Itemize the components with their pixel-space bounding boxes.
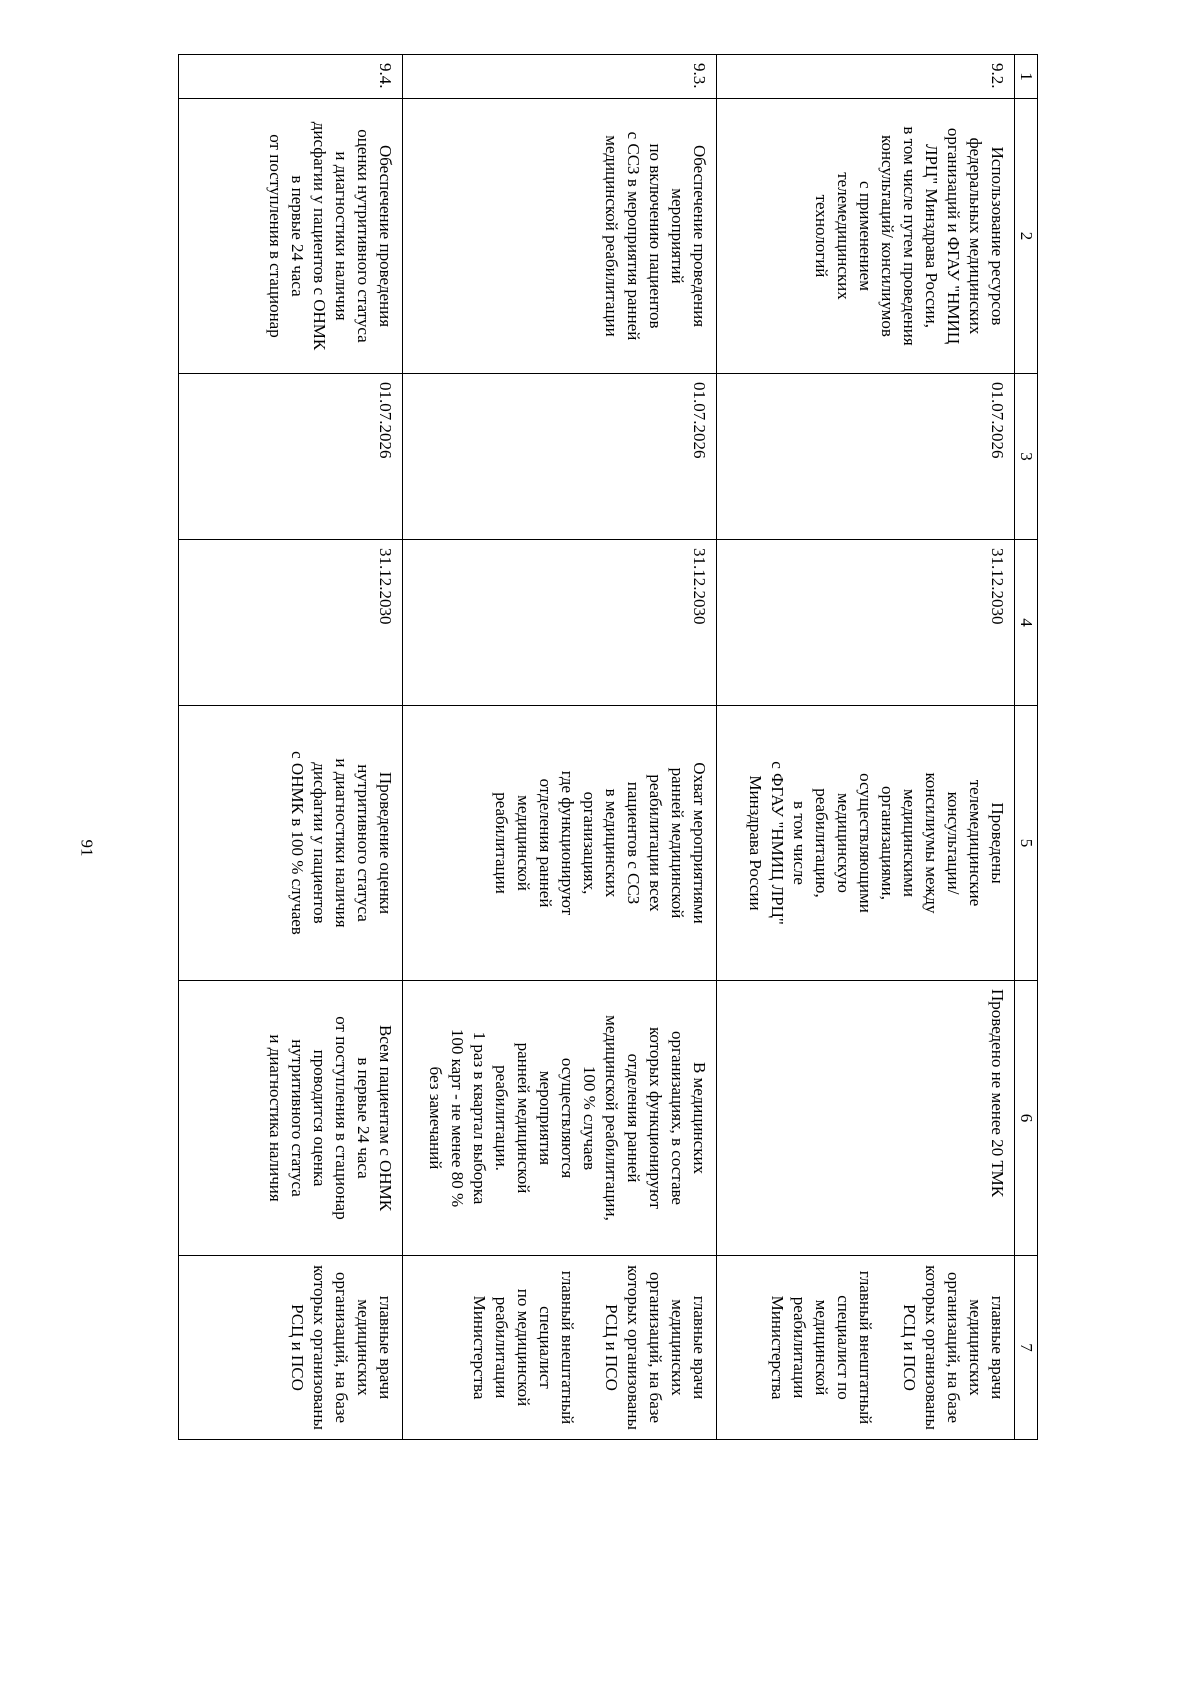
- task-cell: Использование ресурсов федеральных медицинских организаций и ФГАУ "НМИЦ ЛРЦ" Минздрава России, в том числе путем проведения консультаций/ консилиумов с применением телемедицинских технологий: [717, 99, 1015, 374]
- indicator-cell: Проведено не менее 20 ТМК: [717, 981, 1015, 1256]
- header-row: [1015, 55, 1038, 1440]
- task-cell: Обеспечение проведения мероприятий по включению пациентов с ССЗ в мероприятия ранней медицинской реабилитации: [403, 99, 717, 374]
- result-cell: Охват мероприятиями ранней медицинской реабилитации всех пациентов с ССЗ в медицинских организациях, где функционируют отделения ранней медицинской реабилитации: [403, 706, 717, 981]
- result-cell: Проведены телемедицинские консультации/ консилиумы между медицинскими организациями, осуществляющими медицинскую реабилитацию, в том числе с ФГАУ "НМИЦ ЛРЦ" Минздрава России: [717, 706, 1015, 981]
- result-cell: Проведение оценки нутритивного статуса и диагностики наличия дисфагии у пациентов с ОНМК в 100 % случаев: [179, 706, 403, 981]
- rotated-table-wrapper: [178, 54, 1038, 1439]
- end-date-cell: 31.12.2030: [717, 540, 1015, 706]
- indicator-cell: Всем пациентам с ОНМК в первые 24 часа от поступления в стационар проводится оценка нутритивного статуса и диагностика наличия: [179, 981, 403, 1256]
- row-number: 9.4.: [179, 55, 403, 99]
- header-cell: 3: [1015, 374, 1038, 540]
- header-cell: 1: [1015, 55, 1038, 99]
- table-row: [717, 55, 1015, 1440]
- end-date-cell: 31.12.2030: [403, 540, 717, 706]
- header-cell: 6: [1015, 981, 1038, 1256]
- header-cell: 4: [1015, 540, 1038, 706]
- responsible-cell: главные врачи медицинских организаций, на базе которых организованы РСЦ и ПСО главный внештатный специалист по медицинской реабилитации Министерства: [717, 1256, 1015, 1440]
- row-number: 9.3.: [403, 55, 717, 99]
- task-cell: Обеспечение проведения оценки нутритивного статуса и диагностики наличия дисфагии у пациентов с ОНМК в первые 24 часа от поступления в стационар: [179, 99, 403, 374]
- table-row: [403, 55, 717, 1440]
- header-cell: 5: [1015, 706, 1038, 981]
- indicator-cell: В медицинских организациях, в составе которых функционируют отделения ранней медицинской реабилитации, 100 % случаев осуществляются мероприятия ранней медицинской реабилитации. 1 раз в квартал выборка 100 карт - не менее 80 % без замечаний: [403, 981, 717, 1256]
- responsible-cell: главные врачи медицинских организаций, на базе которых организованы РСЦ и ПСО: [179, 1256, 403, 1440]
- start-date-cell: 01.07.2026: [179, 374, 403, 540]
- plan-table: [178, 54, 1038, 1440]
- responsible-cell: главные врачи медицинских организаций, на базе которых организованы РСЦ и ПСО главный внештатный специалист по медицинской реабилитации Министерства: [403, 1256, 717, 1440]
- start-date-cell: 01.07.2026: [403, 374, 717, 540]
- page-number: 91: [77, 839, 97, 857]
- row-number: 9.2.: [717, 55, 1015, 99]
- header-cell: 2: [1015, 99, 1038, 374]
- table-row: [179, 55, 403, 1440]
- end-date-cell: 31.12.2030: [179, 540, 403, 706]
- table-container: [178, 54, 1038, 1439]
- header-cell: 7: [1015, 1256, 1038, 1440]
- start-date-cell: 01.07.2026: [717, 374, 1015, 540]
